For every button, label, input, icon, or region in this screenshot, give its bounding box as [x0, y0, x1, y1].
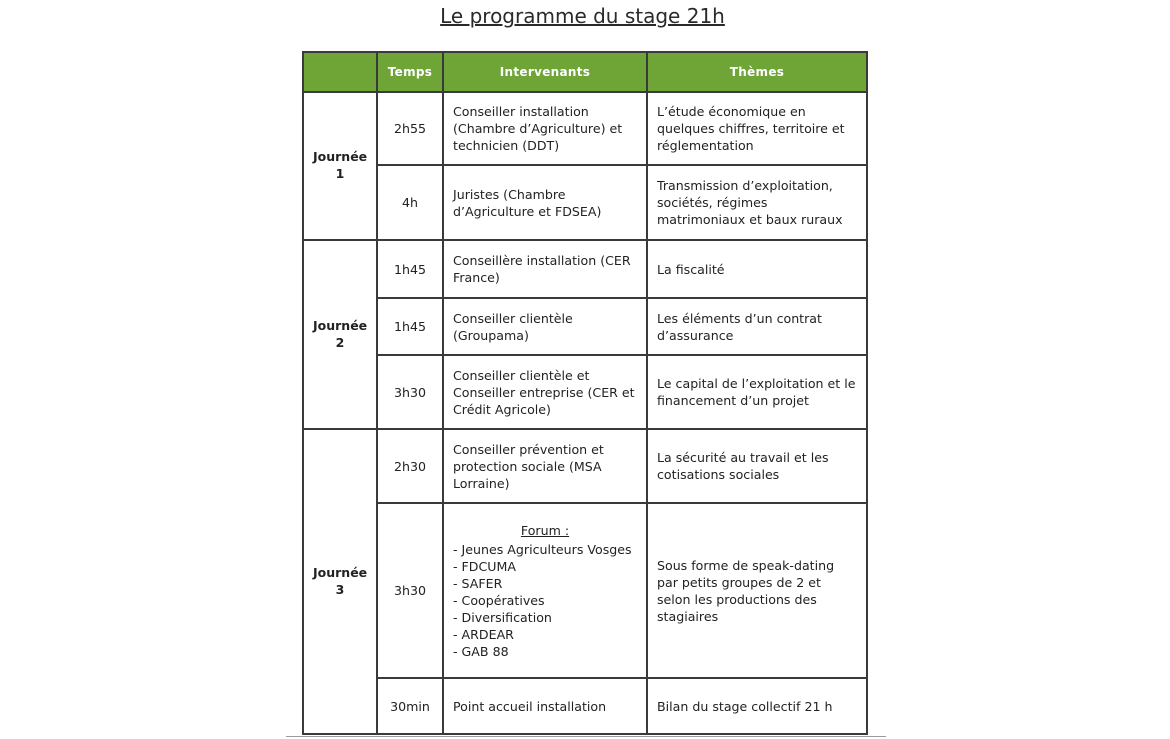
session-time: 3h30 — [377, 355, 443, 429]
forum-cell — [443, 503, 647, 678]
table-row — [303, 678, 867, 734]
bottom-rule — [286, 736, 886, 737]
session-time: 2h55 — [377, 92, 443, 165]
list-item: - ARDEAR — [453, 626, 514, 642]
session-speakers: Conseiller installation (Chambre d’Agriculture) et technicien (DDT) — [443, 92, 647, 165]
day-label: Journée 2 — [303, 240, 377, 429]
forum-title: Forum : — [520, 522, 570, 538]
table-row — [303, 429, 867, 503]
day-label: Journée 1 — [303, 92, 377, 240]
session-time: 2h30 — [377, 429, 443, 503]
session-theme: Bilan du stage collectif 21 h — [647, 678, 867, 734]
forum-list — [453, 541, 637, 660]
session-speakers: Point accueil installation — [443, 678, 647, 734]
session-speakers: Conseiller clientèle (Groupama) — [443, 298, 647, 355]
session-time: 1h45 — [377, 298, 443, 355]
day-label: Journée 3 — [303, 429, 377, 734]
list-item: - GAB 88 — [453, 643, 509, 659]
header-time: Temps — [377, 52, 443, 92]
session-speakers: Conseiller clientèle et Conseiller entreprise (CER et Crédit Agricole) — [443, 355, 647, 429]
table-row — [303, 298, 867, 355]
list-item: - FDCUMA — [453, 558, 516, 574]
table-row — [303, 355, 867, 429]
session-speakers: Juristes (Chambre d’Agriculture et FDSEA) — [443, 165, 647, 240]
session-time: 1h45 — [377, 240, 443, 298]
list-item: - SAFER — [453, 575, 503, 591]
session-theme: Transmission d’exploitation, sociétés, régimes matrimoniaux et baux ruraux — [647, 165, 867, 240]
program-table — [302, 51, 868, 735]
header-day — [303, 52, 377, 92]
table-row — [303, 92, 867, 165]
session-time: 3h30 — [377, 503, 443, 678]
session-speakers: Conseiller prévention et protection sociale (MSA Lorraine) — [443, 429, 647, 503]
session-theme: Le capital de l’exploitation et le financement d’un projet — [647, 355, 867, 429]
table-row — [303, 503, 867, 678]
session-speakers: Conseillère installation (CER France) — [443, 240, 647, 298]
list-item: - Coopératives — [453, 592, 545, 608]
session-theme: Sous forme de speak-dating par petits groupes de 2 et selon les productions des stagiaires — [647, 503, 867, 678]
session-theme: L’étude économique en quelques chiffres, territoire et réglementation — [647, 92, 867, 165]
list-item: - Jeunes Agriculteurs Vosges — [453, 541, 632, 557]
page-title: Le programme du stage 21h — [440, 4, 725, 28]
session-theme: La sécurité au travail et les cotisations sociales — [647, 429, 867, 503]
header-themes: Thèmes — [647, 52, 867, 92]
header-speakers: Intervenants — [443, 52, 647, 92]
list-item: - Diversification — [453, 609, 552, 625]
session-theme: La fiscalité — [647, 240, 867, 298]
header-row — [303, 52, 867, 92]
session-time: 4h — [377, 165, 443, 240]
table-row — [303, 165, 867, 240]
session-theme: Les éléments d’un contrat d’assurance — [647, 298, 867, 355]
session-time: 30min — [377, 678, 443, 734]
table-row — [303, 240, 867, 298]
